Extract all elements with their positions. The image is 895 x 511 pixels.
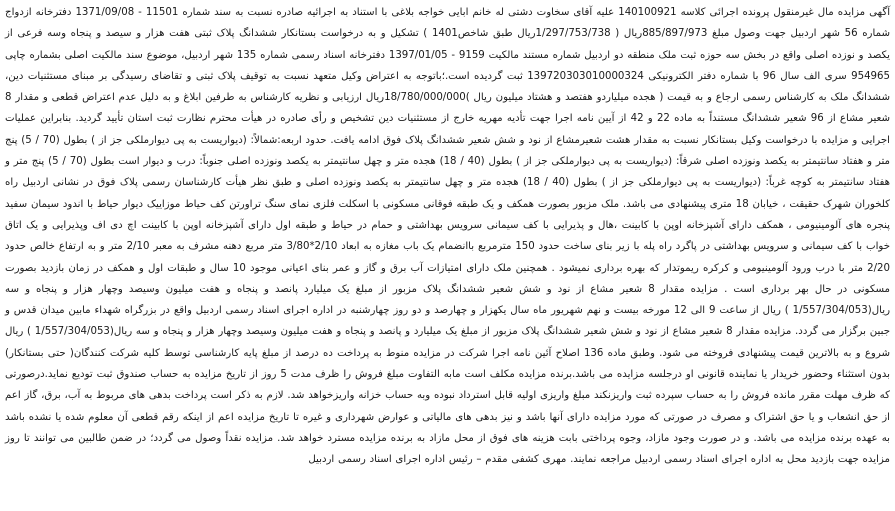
notice-body: آگهی مزایده مال غیرمنقول پرونده اجرائی کلاسه 140100921 علیه آقای سخاوت دشتی له خانم ابایی خواجه بلاغی با استناد به اجرائیه صادره نسبت به سند شماره 11501 - 1371/09/08 دفترخانه ازدواج شماره 56 شهر اردبیل جهت وصول مبلغ 885/897/973ریال ( 1/297/753/738ریال طبق شاخص1401 ) تشکیل و به درخواست بستانکار ششدانگ پلاک ثبتی هفت هزار و سیصد و پنجاه وسه فرعی از یکصد و نوزده اصلی واقع در بخش سه حوزه ثبت ملک منطقه دو اردبیل شماره مستند مالکیت 9159 - 1397/01/05 دفترخانه اسناد رسمی شماره 135 شهر اردبیل، موضوع سند مالکیت اصلی بشماره چاپی 954965 سری الف سال 96 با شماره دفتر الکترونیکی 139720303010000324 ثبت گردیده است.؛باتوجه به اعتراض وکیل متعهد نسبت به توقیف پلاک ثبتی و تقاضای رسیدگی بر مبنای مستثنیات دین، ششدانگ ملک به کارشناس رسمی ارجاع و به قیمت ( هجده میلیاردو هفتصد و هشتاد میلیون ریال )18/780/000/000ریال ارزیابی و نظریه کارشناس به طرفین ابلاغ و به دلیل عدم اعتراض قطعی و مقدار 8 شعیر مشاع از 96 شعیر ششدانگ مستنداً به ماده 22 و 42 از آیین نامه اجرا جهت تأدیه مهریه خارج از مستثنیات دین تشخیص و رأی صادره در هیأت محترم نظارت ثبت استان تأیید گردید. بنابراین عملیات اجرایی و مزایده با درخواست وکیل بستانکار نسبت به مقدار هشت شعیرمشاع از نود و شش شعیر ششدانگ پلاک فوق ادامه یافت. حدود اربعه:شمالاً: (دیواریست به پی دیوارملکی جز از ) بطول (70 / 5) پنج متر و هفتاد سانتیمتر به یکصد ونوزده اصلی شرقاً: (دیواریست به پی دیوارملکی جز از ) بطول (40 / 18) هجده متر و چهل سانتیمتر به یکصد ونوزده اصلی جنوباً: درب و دیوار است بطول (70 / 5) پنج متر و هفتاد سانتیمتر به کوچه غرباً: (دیواریست به پی دیوارملکی جز از ) بطول (40 / 18) هجده متر و چهل سانتیمتر به یکصد ونوزده اصلی و طبق نظر هیأت کارشناسان رسمی پلاک فوق در نشانی اردبیل راه کلخوران شهرک حقیقت ، خیابان 18 متری پیشنهادی می باشد. ملک مزبور بصورت همکف و یک طبقه فوقانی مسکونی با اسکلت فلزی نمای سنگ تراورتن کف حیاط موزاییک دیوار حیاط با اندود سیمان سفید پنجره های آلومینیومی ، همکف دارای آشپزخانه اوپن با کابینت ،هال و پذیرایی با کف سیمانی سرویس بهداشتی و حمام در حیاط و طبقه اول دارای آشپزخانه اوپن با کابینت اچ دی اف وپذیرایی و یک اتاق خواب با کف سیمانی و سرویس بهداشتی در پاگرد راه پله با زیر بنای ساخت حدود 150 مترمربع باانضمام یک باب مغازه به ابعاد 2/10*3/80 متر مربع دهنه مشرف به معبر 2/10 متر و به ارتفاع خالص حدود 2/20 متر با درب ورود آلومینیومی و کرکره ریموتدار که بهره برداری نمیشود . همچنین ملک دارای امتیازات آب برق و گاز و عمر بنای اعیانی موجود 10 سال و طبقات اول و همکف در زمان بازدید بصورت مسکونی در حال بهر برداری است . مزایده مقدار 8 شعیر مشاع از نود و شش شعیر ششدانگ پلاک مزبور از مبلغ یک میلیارد پانصد و پنجاه و هفت میلیون وسیصد وچهار هزار و پنجاه و سه ریال(1/557/304/053 ) ریال از ساعت 9 الی 12 مورخه بیست و نهم شهریور ماه سال یکهزار و چهارصد و دو روز چهارشنبه در اداره اجرای اسناد رسمی اردبیل واقع در بزرگراه شهداء مابین میدان قدس و جبین برگزار می گردد. مزایده مقدار 8 شعیر مشاع از نود و شش شعیر ششدانگ پلاک مزبور از مبلغ یک میلیارد و پانصد و پنجاه و هفت میلیون وسیصد وچهار هزار و پنجاه و سه ریال(1/557/304/053 ) ریال شروع و به بالاترین قیمت پیشنهادی فروخته می شود. وطبق ماده 136 اصلاح آئین نامه اجرا شرکت در مزایده منوط به پرداخت ده درصد از مبلغ پایه کارشناسی توسط کلیه شرکت کنندگان( حتی بستانکار) بدون استثناء وحضور خریدار یا نماینده قانونی او درجلسه مزایده می باشد.برنده مزایده مکلف است مابه التفاوت مبلغ فروش را ظرف مدت 5 روز از تاریخ مزایده به حساب صندوق ثبت تودیع نماید.درصورتی که ظرف مهلت مقرر مانده فروش را به حساب سپرده ثبت واریزنکند مبلغ واریزی اولیه قابل استرداد نبوده وبه حساب خزانه واریزخواهد شد. لازم به ذکر است پرداخت بدهی های مربوط به آب، برق، گاز اعم از حق انشعاب و یا حق اشتراک و مصرف در صورتی که مورد مزایده دارای آنها باشد و نیز بدهی های مالیاتی و عوارض شهرداری و غیره تا تاریخ مزایده اعم از اینکه رقم قطعی آن معلوم شده یا نشده باشد به عهده برنده مزایده می باشد. و در صورت وجود مازاد، وجوه پرداختی بابت هزینه های فوق از محل مازاد به برنده مزایده مسترد خواهد شد. مزایده نقداً وصول می گردد؛ در ضمن طالبین می توانند تا روز مزایده جهت بازدید محل به اداره اجرای اسناد رسمی اردبیل مراجعه نمایند. مهری کشفی مقدم – رئیس اداره اجرای اسناد رسمی اردبیل: [5, 7, 891, 466]
